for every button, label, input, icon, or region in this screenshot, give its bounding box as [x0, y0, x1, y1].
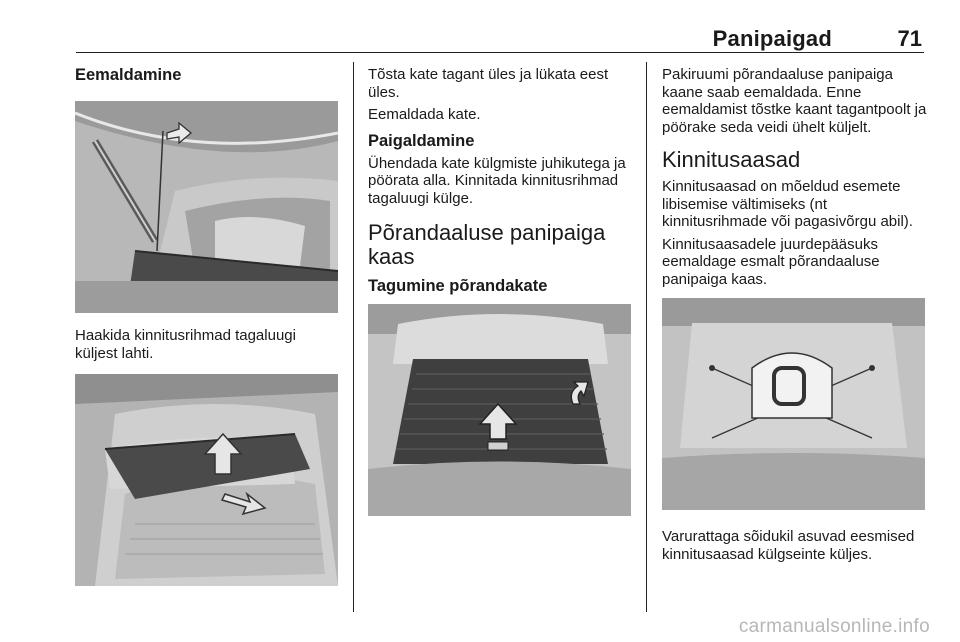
column-2: [368, 66, 630, 516]
lift-cover-text: Tõsta kate tagant üles ja lükata eest üles.: [368, 66, 609, 101]
lashing-eyes-purpose: Kinnitusaasad on mõeldud esemete libisemise vältimiseks (nt kinnitusrihmade või pagasivõrgu abil).: [662, 178, 913, 230]
lashing-eyes-access: Kinnitusaasadele juurdepääsuks eemaldage esmalt põrandaaluse panipaiga kaas.: [662, 235, 880, 288]
figure-lashing-eyes: [662, 298, 928, 510]
remove-cover-text: Eemaldada kate.: [368, 106, 481, 123]
figure-tailgate-cover-strap: [75, 101, 335, 313]
unhook-straps-caption: Haakida kinnitusrihmad tagaluugi küljest lahti.: [75, 327, 296, 362]
underfloor-cover-section-title: Põrandaaluse panipaiga kaas: [368, 220, 606, 269]
column-3: [662, 66, 928, 568]
figure-lift-cover-arrows: [75, 374, 335, 586]
underfloor-cover-intro: Pakiruumi põrandaaluse panipaiga kaane saab eemaldada. Enne eemaldamist tõstke kaant tagantpoolt ja pöörake seda veidi ühelt küljelt.: [662, 66, 927, 136]
installation-heading: Paigaldamine: [368, 131, 475, 150]
column-1: [75, 66, 335, 586]
removal-heading: Eemaldamine: [75, 66, 182, 84]
page-number: 71: [897, 26, 922, 51]
page-header-title: Panipaigad: [712, 26, 832, 51]
figure-rear-floor-cover: [368, 304, 630, 516]
front-lashing-eyes-caption: Varurattaga sõidukil asuvad eesmised kinnitusaasad külgseinte küljes.: [662, 528, 915, 563]
lashing-eyes-section-title: Kinnitusaasad: [662, 147, 801, 172]
header-rule: [76, 52, 924, 53]
column-divider-1: [353, 62, 354, 612]
watermark: carmanualsonline.info: [738, 616, 930, 637]
installation-text: Ühendada kate külgmiste juhikutega ja pöörata alla. Kinnitada kinnitusrihmad tagaluugi külge.: [368, 154, 626, 207]
rear-floor-cover-heading: Tagumine põrandakate: [368, 277, 548, 295]
column-divider-2: [646, 62, 647, 612]
